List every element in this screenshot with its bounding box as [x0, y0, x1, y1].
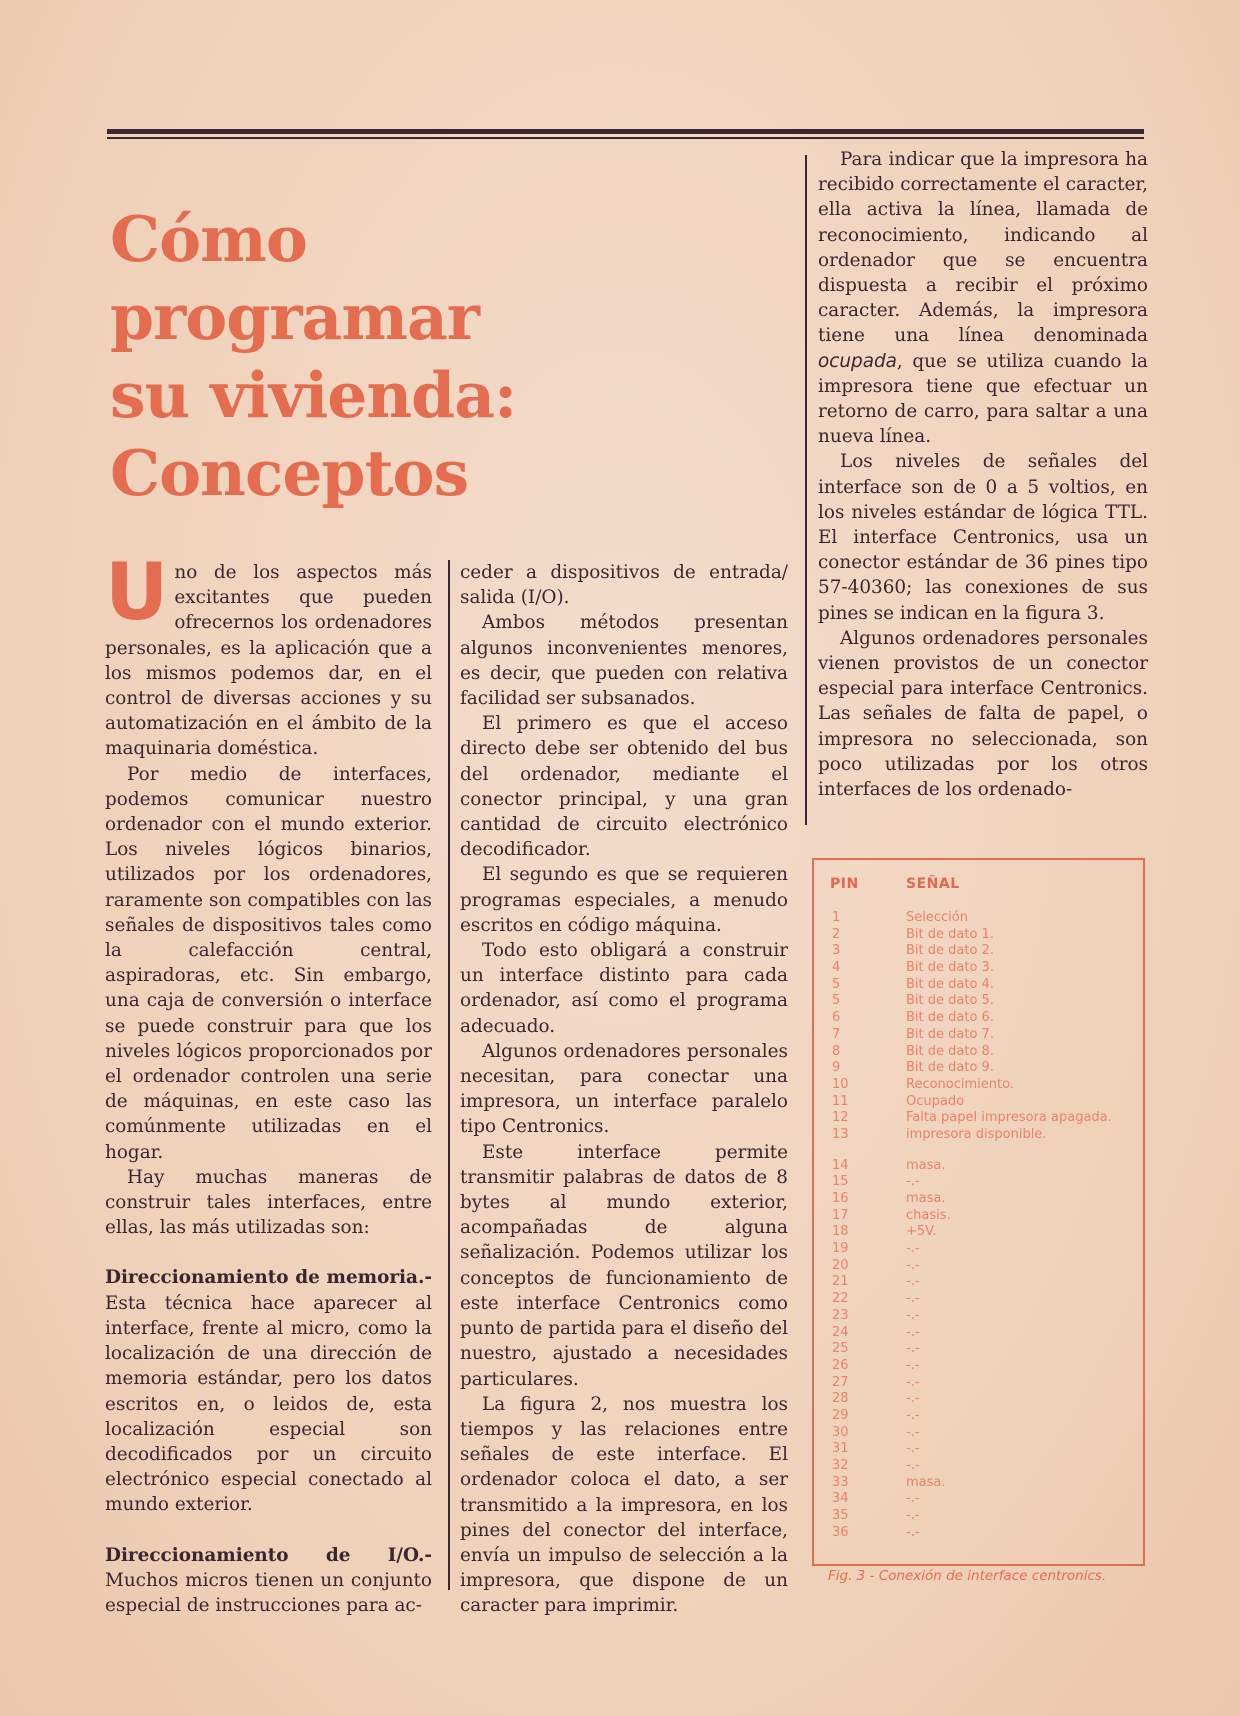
paragraph: Algunos ordenadores personales vienen provistos de un conector especial para interface Centronics. Las señales de falta de papel, o impresora no seleccionada, son poco utilizadas por los otros interfaces de los ordenado- [818, 627, 1148, 801]
pin-number: 17 [832, 1207, 849, 1223]
pin-row [830, 1408, 1137, 1425]
pin-signal: Reconocimiento. [906, 1076, 1014, 1092]
pin-signal: Bit de dato 9. [906, 1060, 994, 1076]
pin-number: 24 [832, 1324, 849, 1340]
article-title [110, 200, 530, 512]
pin-number: 18 [832, 1224, 849, 1240]
section-heading: Direccionamiento de memoria.- [105, 1267, 432, 1289]
pin-signal: -.- [906, 1391, 920, 1407]
pin-signal: Falta papel impresora apagada. [906, 1110, 1112, 1126]
pin-number: 30 [832, 1424, 849, 1440]
pin-signal: Bit de dato 7. [906, 1026, 994, 1042]
paragraph [105, 1265, 432, 1517]
pin-number: 6 [832, 1010, 841, 1026]
pin-signal: Bit de dato 8. [906, 1043, 994, 1059]
paragraph-text: Para indicar que la impresora ha recibido correctamente el caracter, ella activa la línea, llamada de reconocimiento, indicando al ordenador que se encuentra dispuesta a recibir el próximo caracter. Además, la impresora tiene una línea denominada [818, 149, 1148, 347]
title-line: su vivienda: [110, 358, 517, 432]
pin-number: 13 [832, 1126, 849, 1142]
pin-number: 15 [832, 1174, 849, 1190]
pin-signal: chasis. [906, 1207, 951, 1223]
pin-row [830, 993, 1137, 1010]
pin-row [830, 943, 1137, 960]
pin-row [830, 1127, 1137, 1144]
pin-number: 7 [832, 1026, 841, 1042]
paragraph: Todo esto obligará a construir un interface distinto para cada ordenador, así como el programa adecuado. [460, 940, 788, 1037]
paragraph [818, 147, 1148, 449]
pin-signal: -.- [906, 1174, 920, 1190]
pin-number: 28 [832, 1391, 849, 1407]
paragraph-text: Esta técnica hace aparecer al interface, frente al micro, como la localización de una dirección de memoria estándar, pero los datos escritos en, o leidos de, esta localización especial son decodificados por un circuito electrónico especial conectado al mundo exterior. [105, 1292, 432, 1516]
pin-row [830, 1077, 1137, 1094]
figure-caption: Fig. 3 - Conexión de interface centronics. [828, 1568, 1107, 1584]
pin-row [830, 1525, 1137, 1542]
pin-number: 5 [832, 993, 841, 1009]
pin-number: 25 [832, 1341, 849, 1357]
title-line: programar [110, 280, 479, 354]
pin-signal: -.- [906, 1307, 920, 1323]
pin-row [830, 1391, 1137, 1408]
pin-row [830, 977, 1137, 994]
pin-row [830, 1044, 1137, 1061]
pin-number: 14 [832, 1157, 849, 1173]
pin-row [830, 1158, 1137, 1175]
paragraph: Los niveles de señales del interface son de 0 a 5 voltios, en los niveles estándar de lógica TTL. El interface Centronics, usa un conector estándar de 36 pines tipo 57-40360; las conexiones de sus pines se indican en la figura 3. [818, 451, 1148, 624]
pin-signal: -.- [906, 1357, 920, 1373]
pin-signal: -.- [906, 1324, 920, 1340]
paragraph: ceder a dispositivos de entrada/ salida (I/O). [460, 562, 788, 609]
pin-number: 34 [832, 1491, 849, 1507]
paragraph: Algunos ordenadores personales necesitan, para conectar una impresora, un interface paralelo tipo Centronics. [460, 1040, 788, 1138]
pin-row [830, 1258, 1137, 1275]
pin-row [830, 1027, 1137, 1044]
pin-row [830, 960, 1137, 977]
paragraph-text: , que se utiliza cuando la impresora tiene que efectuar un retorno de carro, para saltar a una nueva línea. [818, 350, 1148, 448]
pin-signal: -.- [906, 1291, 920, 1307]
pin-row [830, 1241, 1137, 1258]
pin-table-rows [830, 910, 1137, 1541]
pin-row [830, 1341, 1137, 1358]
column-divider [448, 560, 450, 1590]
pin-row [830, 1308, 1137, 1325]
pin-row [830, 1325, 1137, 1342]
pin-signal: -.- [906, 1407, 920, 1423]
paragraph: El primero es que el acceso directo debe ser obtenido del bus del ordenador, mediante el conector principal, y una gran cantidad de circuito electrónico decodificador. [460, 713, 788, 861]
pin-row [830, 1458, 1137, 1475]
header-rule-thin [107, 137, 1144, 139]
pin-row [830, 1291, 1137, 1308]
pin-number: 19 [832, 1241, 849, 1257]
paragraph [105, 548, 432, 762]
pin-number: 26 [832, 1357, 849, 1373]
drop-cap: U [105, 548, 169, 638]
pin-signal: Bit de dato 3. [906, 960, 994, 976]
article-column-1 [105, 548, 432, 1618]
header-signal: SEÑAL [906, 876, 960, 892]
pin-row [830, 1110, 1137, 1127]
pin-number: 16 [832, 1191, 849, 1206]
pin-number: 10 [832, 1076, 849, 1092]
pin-number: 21 [832, 1274, 849, 1290]
pin-row [830, 1274, 1137, 1291]
pin-number: 32 [832, 1458, 849, 1473]
section-heading: Direccionamiento de I/O.- [105, 1544, 432, 1566]
pin-number: 23 [832, 1307, 849, 1323]
paragraph-text: Muchos micros tienen un conjunto especial de instrucciones para ac- [105, 1569, 432, 1616]
pin-number: 33 [832, 1474, 849, 1490]
pin-number: 8 [832, 1043, 841, 1059]
pin-table-figure [812, 858, 1145, 1566]
pin-number: 2 [832, 926, 841, 942]
pin-signal: -.- [906, 1274, 920, 1290]
paragraph: La figura 2, nos muestra los tiempos y las relaciones entre señales de este interface. El ordenador coloca el dato, a ser transmitido a la impresora, en los pines del conector del interface, envía un impulso de selección a la impresora, que dispone de un caracter para imprimir. [460, 1393, 788, 1617]
article-column-3 [818, 147, 1148, 802]
pin-signal: -.- [906, 1424, 920, 1440]
pin-number: 20 [832, 1257, 849, 1273]
pin-number: 12 [832, 1110, 849, 1126]
pin-signal: -.- [906, 1491, 920, 1507]
pin-row [830, 1375, 1137, 1392]
header-pin: PIN [830, 876, 859, 892]
pin-signal: -.- [906, 1458, 920, 1473]
pin-row [830, 1475, 1137, 1492]
pin-signal: Selección [906, 910, 968, 925]
paragraph: Por medio de interfaces, podemos comunicar nuestro ordenador con el mundo exterior. Los niveles lógicos binarios, utilizados por los ordenadores, raramente son compatibles con las señales de dispositivos tales como la calefacción central, aspiradoras, etc. Sin embargo, una caja de conversión o interface se puede construir para que los niveles lógicos proporcionados por el ordenador controlen una serie de máquinas, en este caso las comúnmente utilizadas en el hogar. [105, 763, 432, 1163]
pin-signal: +5V. [906, 1224, 937, 1240]
pin-row [830, 1425, 1137, 1442]
pin-row [830, 927, 1137, 944]
pin-signal: -.- [906, 1524, 920, 1540]
paragraph: Hay muchas maneras de construir tales interfaces, entre ellas, las más utilizadas son: [105, 1166, 432, 1239]
pin-number: 9 [832, 1060, 841, 1076]
pin-signal: Bit de dato 5. [906, 993, 994, 1009]
pin-row [830, 1174, 1137, 1191]
pin-row [830, 910, 1137, 927]
pin-number: 35 [832, 1508, 849, 1524]
pin-number: 27 [832, 1374, 849, 1390]
column-divider [805, 155, 807, 825]
pin-row [830, 1060, 1137, 1077]
pin-row [830, 1224, 1137, 1241]
pin-signal: masa. [906, 1157, 946, 1173]
title-line: Cómo [110, 202, 307, 276]
pin-number: 5 [832, 976, 841, 992]
paragraph: El segundo es que se requieren programas especiales, a menudo escritos en código máquina. [460, 864, 788, 936]
pin-number: 36 [832, 1524, 849, 1540]
pin-signal: Bit de dato 2. [906, 943, 994, 959]
pin-row [830, 1191, 1137, 1208]
pin-row [830, 1208, 1137, 1225]
pin-row [830, 1094, 1137, 1111]
pin-number: 29 [832, 1407, 849, 1423]
title-line: Conceptos [110, 436, 469, 510]
pin-signal: impresora disponible. [906, 1126, 1047, 1142]
pin-row [830, 1358, 1137, 1375]
pin-signal: Bit de dato 6. [906, 1010, 994, 1026]
pin-signal: -.- [906, 1257, 920, 1273]
paragraph-text: no de los aspectos más excitantes que pueden ofrecernos los ordenadores personales, es la aplicación que a los mismos podemos dar, en el control de diversas acciones y su automatización en el ámbito de la maquinaria doméstica. [105, 562, 432, 760]
paragraph: Ambos métodos presentan algunos inconvenientes menores, es decir, que pueden con relativa facilidad ser subsanados. [460, 612, 788, 710]
pin-signal: Ocupado [906, 1093, 965, 1109]
pin-row [830, 1441, 1137, 1458]
pin-signal: -.- [906, 1508, 920, 1524]
article-column-2 [460, 560, 788, 1619]
pin-signal: masa. [906, 1191, 946, 1206]
pin-signal: Bit de dato 4. [906, 976, 994, 992]
paragraph [105, 1543, 432, 1619]
pin-number: 31 [832, 1441, 849, 1457]
pin-row [830, 1508, 1137, 1525]
pin-signal: masa. [906, 1474, 946, 1490]
pin-signal: -.- [906, 1341, 920, 1357]
pin-number: 11 [832, 1093, 849, 1109]
pin-number: 3 [832, 943, 841, 959]
pin-number: 22 [832, 1291, 849, 1307]
pin-number: 4 [832, 960, 841, 976]
pin-table-header [830, 876, 960, 892]
pin-signal: -.- [906, 1374, 920, 1390]
pin-row [830, 1010, 1137, 1027]
emphasis: ocupada [818, 350, 897, 372]
pin-row [830, 1491, 1137, 1508]
pin-signal: Bit de dato 1. [906, 926, 994, 942]
pin-signal: -.- [906, 1241, 920, 1257]
pin-signal: -.- [906, 1441, 920, 1457]
pin-number: 1 [832, 910, 841, 925]
paragraph: Este interface permite transmitir palabras de datos de 8 bytes al mundo exterior, acompañadas de alguna señalización. Podemos utilizar los conceptos de funcionamiento de este interface Centronics como punto de partida para el diseño del nuestro, ajustado a necesidades particulares. [460, 1141, 788, 1390]
header-rule-thick [107, 129, 1144, 134]
pin-group-gap [830, 1144, 1137, 1158]
